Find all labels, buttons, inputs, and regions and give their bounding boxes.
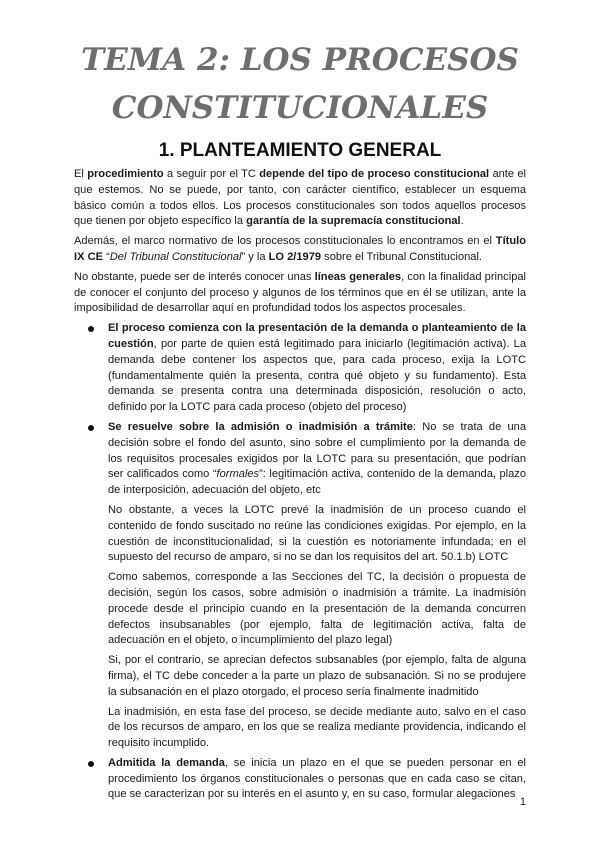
list-item bbox=[74, 321, 526, 416]
sub-paragraph: No obstante, a veces la LOTC prevé la inadmisión de un proceso cuando el contenido de fondo suscitado no reúne las condiciones exigidas. Por ejemplo, en la cuestión de inconstitucionalidad, si la cuestión es notoriamente infundada; en el supuesto del recurso de amparo, si no se dan los requisitos del art. 50.1.b) LOTC bbox=[108, 503, 526, 564]
text-run: , por parte de quien está legitimado para iniciarlo (legitimación activa). La demanda debe contener los aspectos que, para cada proceso, exija la LOTC (fundamentalmente quién la presenta, contra qué objeto y su fundamento). Esta demanda se presenta contra una determinada disposición, resolución o acto, definido por la LOTC para cada proceso (objeto del proceso) bbox=[108, 337, 526, 414]
title-line-1: TEMA 2: LOS PROCESOS bbox=[81, 42, 519, 78]
bold-run: LO 2/1979 bbox=[268, 250, 322, 263]
page-number: 1 bbox=[519, 796, 526, 808]
document-body bbox=[74, 167, 526, 807]
paragraph-2 bbox=[74, 234, 526, 266]
bullet-paragraph bbox=[108, 420, 526, 499]
paragraph-1 bbox=[74, 167, 526, 230]
section-heading: 1. PLANTEAMIENTO GENERAL bbox=[158, 140, 442, 161]
sub-paragraph: Si, por el contrario, se aprecian defectos subsanables (por ejemplo, falta de alguna firma), el TC debe conceder a la parte un plazo de subsanación. Si no se produjere la subsanación en el plazo otorgado, el proceso sería finalmente inadmitido bbox=[108, 654, 526, 698]
list-item bbox=[74, 420, 526, 752]
italic-run: Del Tribunal Constitucional bbox=[109, 250, 242, 263]
text-run: ” y la bbox=[241, 250, 269, 263]
text-run: , se inicia un plazo en el que se pueden personar en el procedimiento los órganos constitucionales o personas que en cada caso se citan, que se caracterizan por su interés en el asunto y, en su caso, formular alegaciones bbox=[108, 756, 526, 801]
bullet-list bbox=[74, 321, 526, 803]
text-run: . bbox=[460, 215, 464, 228]
sub-paragraph: La inadmisión, en esta fase del proceso, se decide mediante auto, salvo en el caso de los recursos de amparo, en los que se realiza mediante providencia, indicando el requisito incumplido. bbox=[108, 705, 526, 750]
document-title bbox=[0, 36, 600, 132]
bullet-icon bbox=[88, 326, 94, 332]
bullet-icon bbox=[88, 425, 94, 431]
text-run: “ bbox=[102, 250, 110, 263]
text-run: Además, el marco normativo de los procesos constitucionales lo encontramos en el bbox=[74, 235, 496, 248]
sub-paragraph: Como sabemos, corresponde a las Secciones del TC, la decisión o propuesta de decisión, según los casos, sobre admisión o inadmisión a trámite. La inadmisión procede desde el principio cuando en la presentación de la demanda concurren defectos insubsanables (por ejemplo, falta de legitimación activa, falta de adecuación en el objeto, o incumplimiento del plazo legal) bbox=[108, 571, 526, 647]
italic-run: formales bbox=[216, 468, 260, 481]
text-run: , con la finalidad principal de conocer el conjunto del proceso y algunos de los términos que en él se utilizan, ante la imposibilidad de desarrollar aquí en profundidad todos los aspectos procesales. bbox=[74, 270, 526, 315]
title-line-2: CONSTITUCIONALES bbox=[111, 90, 489, 126]
bold-run: líneas generales bbox=[314, 270, 402, 283]
bullet-paragraph bbox=[108, 321, 526, 416]
bold-run: Admitida la demanda bbox=[108, 756, 225, 769]
text-run: sobre el Tribunal Constitucional. bbox=[321, 250, 483, 263]
text-run: El bbox=[74, 168, 88, 180]
list-item bbox=[74, 756, 526, 803]
bullet-paragraph bbox=[108, 756, 526, 803]
bold-run: El proceso comienza con la presentación de la demanda o planteamiento de la cuestión bbox=[108, 322, 526, 350]
bold-run: depende del tipo de proceso constitucional bbox=[259, 168, 490, 180]
text-run: a seguir por el TC bbox=[163, 168, 260, 180]
bold-run: Se resuelve sobre la admisión o inadmisión a trámite bbox=[108, 420, 413, 433]
paragraph-3 bbox=[74, 270, 526, 317]
bold-run: garantía de la supremacía constitucional bbox=[246, 215, 461, 228]
text-run: : No se trata de una decisión sobre el fondo del asunto, sino sobre el cumplimiento por la demanda de los requisitos procesales exigidos por la LOTC para su presentación, que podrían ser calificados como “ bbox=[108, 420, 526, 481]
bullet-icon bbox=[88, 761, 94, 767]
text-run: No obstante, puede ser de interés conocer unas bbox=[74, 270, 315, 283]
bold-run: Título IX CE bbox=[74, 235, 526, 263]
text-run: ”: legitimación activa, contenido de la demanda, plazo de interposición, adecuación del objeto, etc bbox=[108, 468, 526, 497]
bold-run: procedimiento bbox=[87, 168, 164, 180]
text-run: ante el que estemos. No se puede, por tanto, con carácter científico, establecer un esquema básico común a todos ellos. Los procesos constitucionales son todos aquellos procesos que tienen por objeto específico la bbox=[74, 168, 527, 228]
